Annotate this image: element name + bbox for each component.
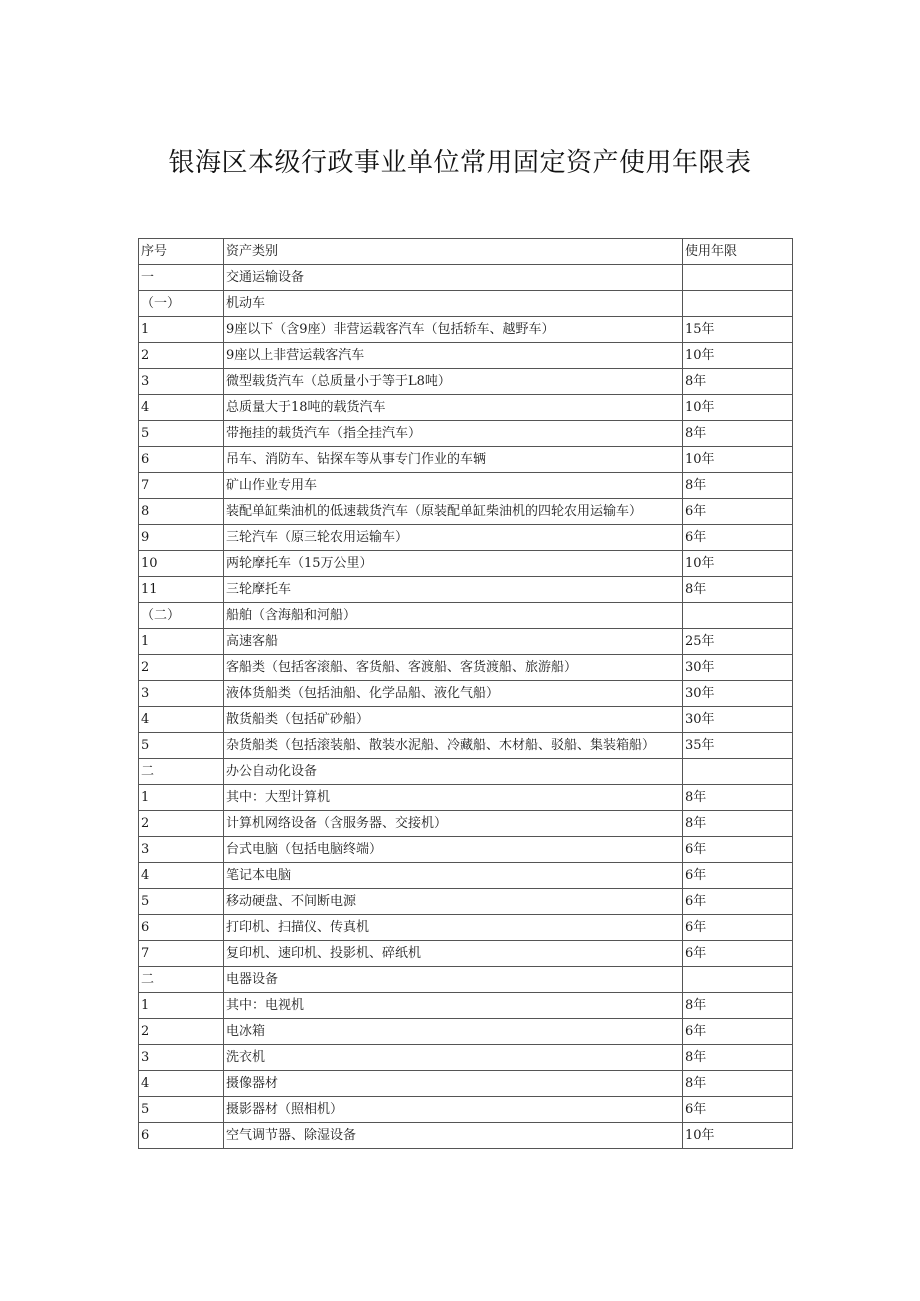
table-row xyxy=(139,863,793,889)
row-category: 洗衣机 xyxy=(224,1045,683,1071)
row-seq: （二） xyxy=(139,603,224,629)
row-category: 总质量大于18吨的载货汽车 xyxy=(224,395,683,421)
table-row xyxy=(139,291,793,317)
row-seq: 7 xyxy=(139,941,224,967)
row-seq: 5 xyxy=(139,733,224,759)
table-row xyxy=(139,317,793,343)
row-category: 摄影器材（照相机） xyxy=(224,1097,683,1123)
row-category: 两轮摩托车（15万公里） xyxy=(224,551,683,577)
row-category: 微型载货汽车（总质量小于等于L8吨） xyxy=(224,369,683,395)
row-seq: 1 xyxy=(139,785,224,811)
row-category: 笔记本电脑 xyxy=(224,863,683,889)
row-category: 装配单缸柴油机的低速载货汽车（原装配单缸柴油机的四轮农用运输车） xyxy=(224,499,683,525)
table-row xyxy=(139,499,793,525)
row-category: 吊车、消防车、钻探车等从事专门作业的车辆 xyxy=(224,447,683,473)
row-category: 矿山作业专用车 xyxy=(224,473,683,499)
row-years: 10年 xyxy=(683,551,793,577)
row-category: 台式电脑（包括电脑终端） xyxy=(224,837,683,863)
row-years: 30年 xyxy=(683,707,793,733)
table-row xyxy=(139,395,793,421)
row-years: 30年 xyxy=(683,655,793,681)
header-seq: 序号 xyxy=(139,239,224,265)
table-row xyxy=(139,1097,793,1123)
row-seq: 5 xyxy=(139,421,224,447)
table-row xyxy=(139,889,793,915)
table-row xyxy=(139,681,793,707)
row-seq: 二 xyxy=(139,759,224,785)
row-seq: 6 xyxy=(139,1123,224,1149)
table-row xyxy=(139,551,793,577)
row-category: 办公自动化设备 xyxy=(224,759,683,785)
row-category: 杂货船类（包括滚装船、散装水泥船、冷藏船、木材船、驳船、集装箱船） xyxy=(224,733,683,759)
row-seq: 9 xyxy=(139,525,224,551)
row-seq: 二 xyxy=(139,967,224,993)
row-years xyxy=(683,265,793,291)
row-seq: 2 xyxy=(139,1019,224,1045)
row-category: 客船类（包括客滚船、客货船、客渡船、客货渡船、旅游船） xyxy=(224,655,683,681)
row-category: 机动车 xyxy=(224,291,683,317)
row-seq: （一） xyxy=(139,291,224,317)
row-seq: 5 xyxy=(139,889,224,915)
row-years: 8年 xyxy=(683,1045,793,1071)
row-years: 6年 xyxy=(683,1019,793,1045)
row-seq: 2 xyxy=(139,811,224,837)
table-row xyxy=(139,967,793,993)
row-seq: 3 xyxy=(139,681,224,707)
row-seq: 6 xyxy=(139,915,224,941)
table-row xyxy=(139,785,793,811)
row-seq: 1 xyxy=(139,317,224,343)
row-years: 35年 xyxy=(683,733,793,759)
table-row xyxy=(139,733,793,759)
table-row xyxy=(139,525,793,551)
table-row xyxy=(139,759,793,785)
row-seq: 4 xyxy=(139,707,224,733)
row-years: 8年 xyxy=(683,369,793,395)
table-row xyxy=(139,811,793,837)
row-category: 9座以上非营运载客汽车 xyxy=(224,343,683,369)
row-category: 复印机、速印机、投影机、碎纸机 xyxy=(224,941,683,967)
row-years: 8年 xyxy=(683,993,793,1019)
row-seq: 3 xyxy=(139,369,224,395)
table-row xyxy=(139,629,793,655)
row-years: 8年 xyxy=(683,785,793,811)
table-row xyxy=(139,993,793,1019)
row-seq: 2 xyxy=(139,655,224,681)
row-seq: 4 xyxy=(139,1071,224,1097)
row-seq: 5 xyxy=(139,1097,224,1123)
row-seq: 3 xyxy=(139,1045,224,1071)
table-row xyxy=(139,915,793,941)
row-years: 6年 xyxy=(683,1097,793,1123)
row-years: 10年 xyxy=(683,343,793,369)
table-row xyxy=(139,707,793,733)
table-row xyxy=(139,1019,793,1045)
table-row xyxy=(139,837,793,863)
table-row xyxy=(139,577,793,603)
row-seq: 7 xyxy=(139,473,224,499)
row-seq: 2 xyxy=(139,343,224,369)
row-years xyxy=(683,603,793,629)
row-category: 打印机、扫描仪、传真机 xyxy=(224,915,683,941)
row-seq: 1 xyxy=(139,993,224,1019)
page-title: 银海区本级行政事业单位常用固定资产使用年限表 xyxy=(168,148,752,178)
row-category: 高速客船 xyxy=(224,629,683,655)
row-category: 计算机网络设备（含服务器、交接机） xyxy=(224,811,683,837)
table-row xyxy=(139,1045,793,1071)
header-years: 使用年限 xyxy=(683,239,793,265)
table-row xyxy=(139,655,793,681)
row-category: 三轮摩托车 xyxy=(224,577,683,603)
table-header-row xyxy=(139,239,793,265)
row-category: 电冰箱 xyxy=(224,1019,683,1045)
table-row xyxy=(139,369,793,395)
row-years: 6年 xyxy=(683,889,793,915)
row-category: 交通运输设备 xyxy=(224,265,683,291)
row-years: 25年 xyxy=(683,629,793,655)
table-row xyxy=(139,447,793,473)
row-category: 电器设备 xyxy=(224,967,683,993)
table-row xyxy=(139,941,793,967)
table-row xyxy=(139,473,793,499)
row-years: 30年 xyxy=(683,681,793,707)
row-seq: 1 xyxy=(139,629,224,655)
row-seq: 8 xyxy=(139,499,224,525)
row-years: 6年 xyxy=(683,941,793,967)
row-seq: 6 xyxy=(139,447,224,473)
row-seq: 4 xyxy=(139,863,224,889)
row-years xyxy=(683,759,793,785)
table-body xyxy=(139,265,793,1149)
row-category: 三轮汽车（原三轮农用运输车） xyxy=(224,525,683,551)
row-years: 6年 xyxy=(683,837,793,863)
row-years: 10年 xyxy=(683,447,793,473)
table-row xyxy=(139,1123,793,1149)
row-years: 10年 xyxy=(683,1123,793,1149)
row-category: 空气调节器、除湿设备 xyxy=(224,1123,683,1149)
table-row xyxy=(139,343,793,369)
row-category: 其中：大型计算机 xyxy=(224,785,683,811)
row-years: 6年 xyxy=(683,863,793,889)
table-row xyxy=(139,421,793,447)
row-years: 6年 xyxy=(683,915,793,941)
table-row xyxy=(139,603,793,629)
row-category: 9座以下（含9座）非营运载客汽车（包括轿车、越野车） xyxy=(224,317,683,343)
row-years: 15年 xyxy=(683,317,793,343)
table-row xyxy=(139,265,793,291)
row-seq: 10 xyxy=(139,551,224,577)
row-category: 带拖挂的载货汽车（指全挂汽车） xyxy=(224,421,683,447)
row-category: 船舶（含海船和河船） xyxy=(224,603,683,629)
row-category: 其中：电视机 xyxy=(224,993,683,1019)
row-years: 10年 xyxy=(683,395,793,421)
row-years: 6年 xyxy=(683,525,793,551)
row-seq: 一 xyxy=(139,265,224,291)
row-years xyxy=(683,967,793,993)
table-row xyxy=(139,1071,793,1097)
row-years: 8年 xyxy=(683,473,793,499)
row-seq: 3 xyxy=(139,837,224,863)
row-category: 移动硬盘、不间断电源 xyxy=(224,889,683,915)
row-category: 摄像器材 xyxy=(224,1071,683,1097)
row-seq: 11 xyxy=(139,577,224,603)
row-seq: 4 xyxy=(139,395,224,421)
asset-life-table xyxy=(138,238,793,1149)
row-years: 8年 xyxy=(683,421,793,447)
row-years: 8年 xyxy=(683,811,793,837)
row-years: 8年 xyxy=(683,577,793,603)
row-years xyxy=(683,291,793,317)
row-category: 散货船类（包括矿砂船） xyxy=(224,707,683,733)
row-category: 液体货船类（包括油船、化学品船、液化气船） xyxy=(224,681,683,707)
header-category: 资产类别 xyxy=(224,239,683,265)
row-years: 6年 xyxy=(683,499,793,525)
row-years: 8年 xyxy=(683,1071,793,1097)
